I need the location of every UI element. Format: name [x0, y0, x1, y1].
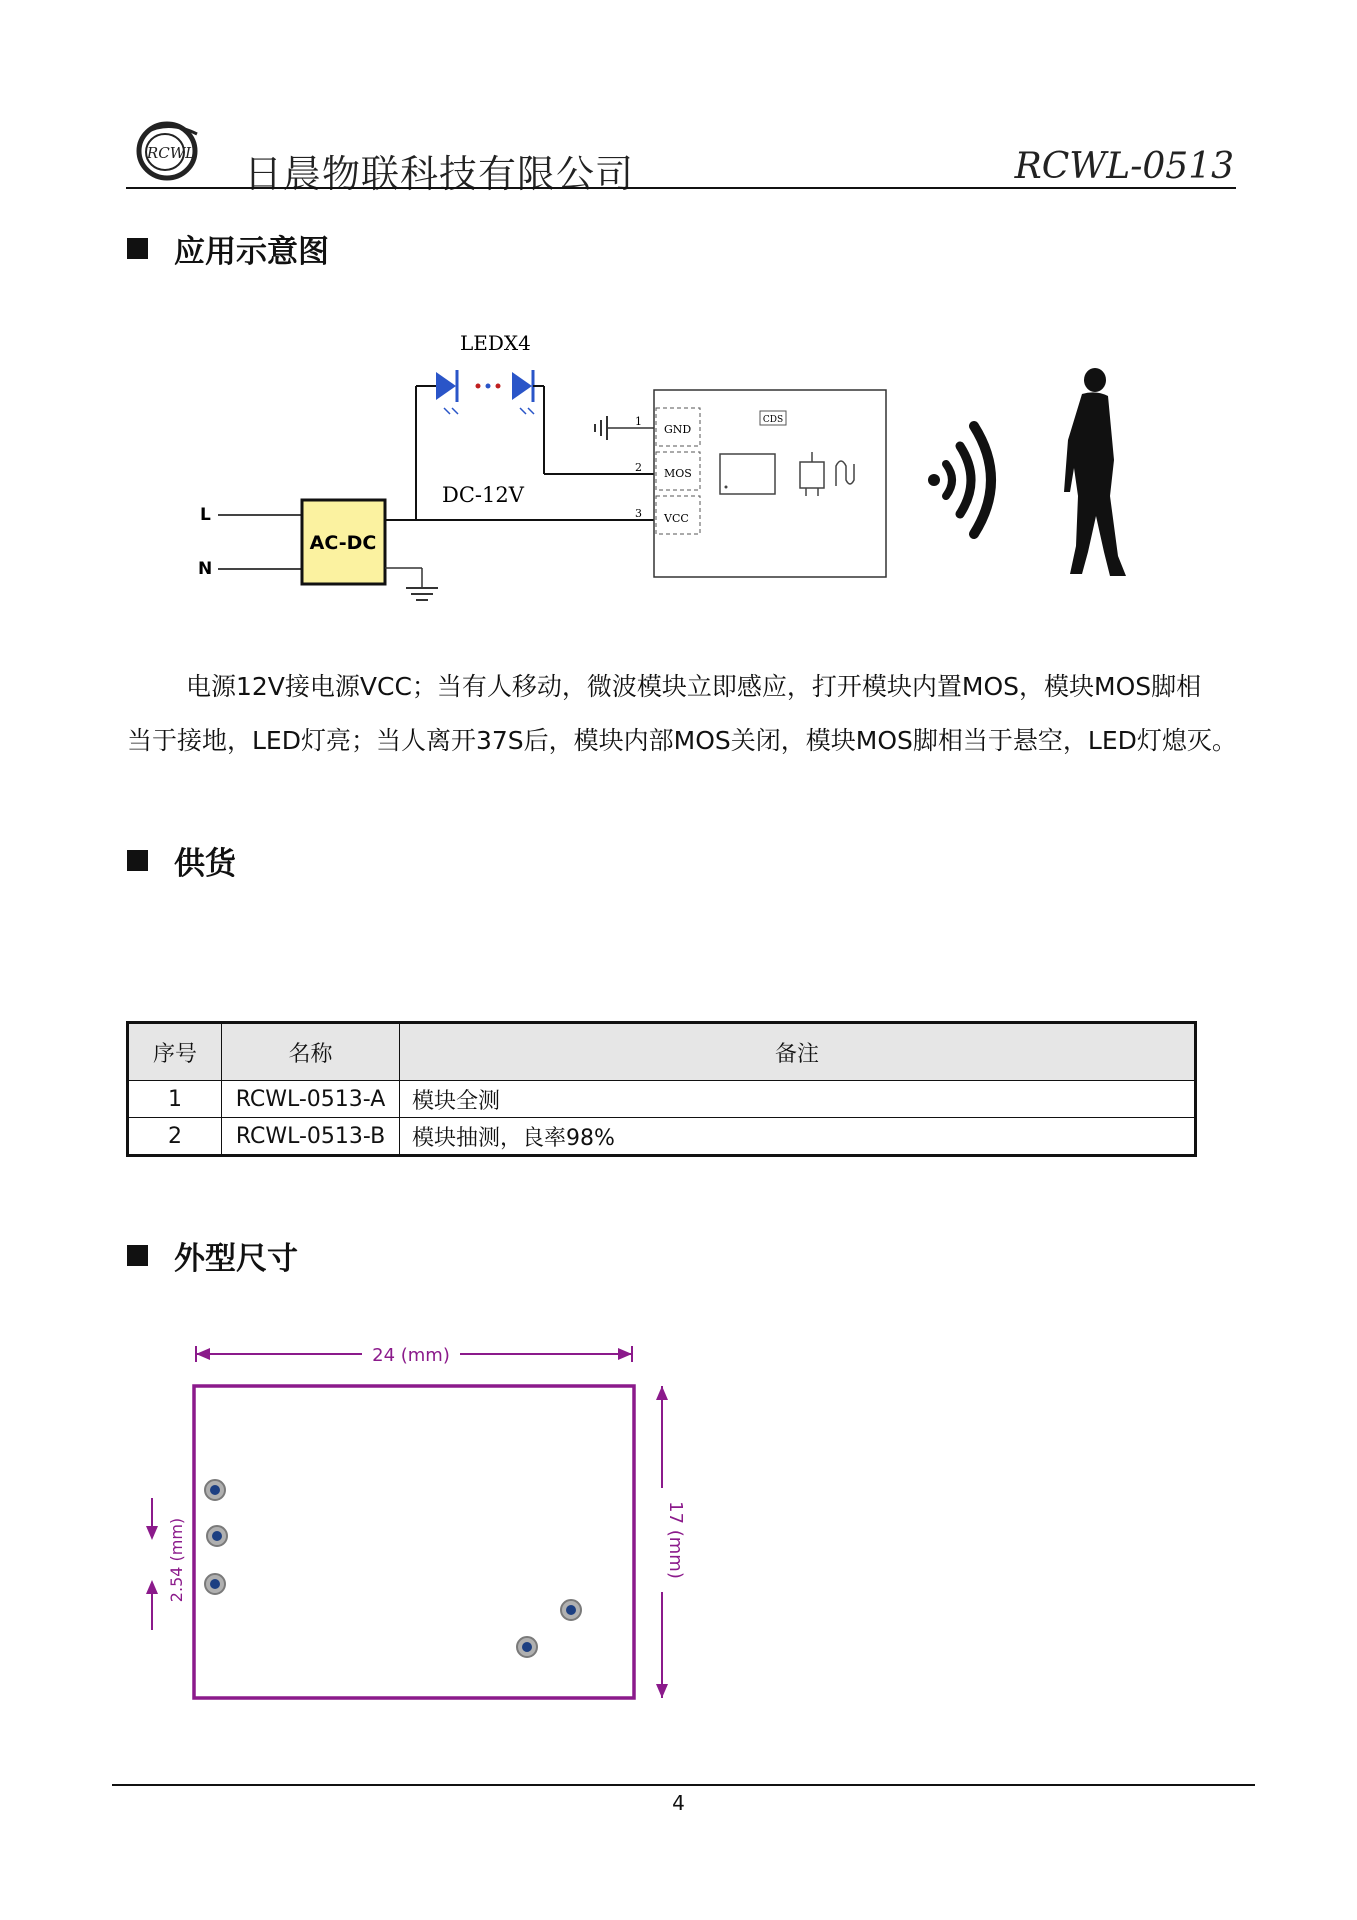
pin-number: 3	[635, 507, 642, 520]
bullet-square-icon	[127, 238, 148, 259]
led-count-label: LEDX4	[460, 331, 531, 355]
header-divider	[126, 187, 1236, 189]
page-number: 4	[672, 1791, 685, 1815]
section-title: 应用示意图	[174, 234, 329, 270]
section-heading-dimensions	[127, 1233, 298, 1278]
cell-no: 2	[128, 1118, 222, 1156]
section-heading-application	[127, 226, 329, 271]
bullet-square-icon	[127, 1245, 148, 1266]
section-title: 供货	[174, 846, 236, 882]
pin-name: GND	[664, 423, 692, 436]
section-heading-supply	[127, 838, 236, 883]
wave-icon	[928, 426, 991, 534]
footer-divider	[112, 1784, 1255, 1786]
section-title: 外型尺寸	[174, 1241, 298, 1277]
supply-table	[126, 1021, 1197, 1157]
pin-pads	[205, 1480, 581, 1657]
pitch-dimension-label: 2.54 (mm)	[167, 1517, 186, 1603]
converter-label: AC-DC	[309, 532, 377, 554]
table-row	[128, 1081, 1196, 1118]
pin-name: MOS	[664, 467, 692, 480]
dimension-drawing	[130, 1330, 690, 1710]
model-number: RCWL-0513	[1014, 146, 1234, 187]
column-header: 备注	[400, 1023, 1196, 1081]
cell-note: 模块全测	[400, 1081, 1196, 1118]
description-line: 当于接地，LED灯亮；当人离开37S后，模块内部MOS关闭，模块MOS脚相当于悬空，LED灯熄灭。	[127, 726, 1237, 755]
height-dimension-label: 17 (mm)	[665, 1501, 686, 1579]
person-icon	[1064, 368, 1126, 576]
logo-text: RCWL	[146, 144, 196, 162]
application-schematic	[180, 320, 1150, 620]
led-icon	[436, 370, 458, 414]
bullet-square-icon	[127, 850, 148, 871]
company-logo	[135, 118, 207, 184]
pin-name: VCC	[664, 512, 689, 525]
company-name: 日晨物联科技有限公司	[244, 152, 635, 196]
cell-no: 1	[128, 1081, 222, 1118]
table-row	[128, 1118, 1196, 1156]
board-outline	[194, 1386, 634, 1698]
description-paragraph	[127, 660, 1247, 768]
ground-icon	[385, 568, 438, 600]
width-dimension-label: 24 (mm)	[372, 1345, 450, 1366]
table-header-row	[128, 1023, 1196, 1081]
cell-note: 模块抽测，良率98%	[400, 1118, 1196, 1156]
neutral-label: N	[198, 559, 213, 579]
line-label: L	[200, 505, 211, 525]
led-icon	[512, 370, 534, 414]
column-header: 序号	[128, 1023, 222, 1081]
ground-icon	[595, 416, 654, 440]
cell-name: RCWL-0513-A	[222, 1081, 400, 1118]
pin-number: 1	[635, 415, 642, 428]
cell-name: RCWL-0513-B	[222, 1118, 400, 1156]
pin-number: 2	[635, 461, 642, 474]
dc-voltage-label: DC-12V	[442, 483, 524, 507]
column-header: 名称	[222, 1023, 400, 1081]
description-line: 电源12V接电源VCC；当有人移动，微波模块立即感应，打开模块内置MOS，模块MOS脚相	[186, 672, 1202, 701]
cds-label: CDS	[762, 415, 784, 425]
